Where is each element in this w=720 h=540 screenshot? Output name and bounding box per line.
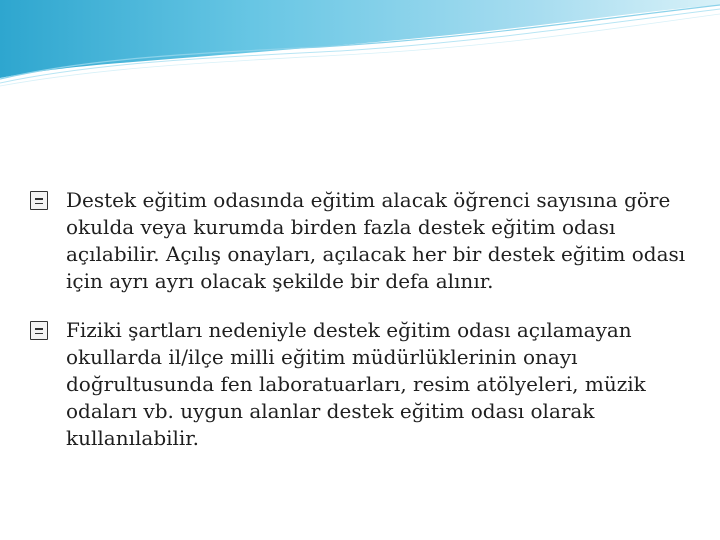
bullet-item-1: [30, 187, 700, 295]
bullet-box-icon: [30, 321, 48, 340]
header-wave-decoration: [0, 0, 720, 90]
bullet-box-icon: [30, 191, 48, 210]
bullet-text-1: Destek eğitim odasında eğitim alacak öğrenci sayısına göre okulda veya kurumda birden fazla destek eğitim odası açılabilir. Açılış onayları, açılacak her bir destek eğitim odası için ayrı ayrı olacak şekilde bir defa alınır.: [66, 188, 686, 293]
slide-content: [30, 187, 700, 452]
bullet-item-2: [30, 317, 700, 452]
bullet-text-2: Fiziki şartları nedeniyle destek eğitim odası açılamayan okullarda il/ilçe milli eğitim müdürlüklerinin onayı doğrultusunda fen laboratuarları, resim atölyeleri, müzik odaları vb. uygun alanlar destek eğitim odası olarak kullanılabilir.: [66, 318, 646, 450]
